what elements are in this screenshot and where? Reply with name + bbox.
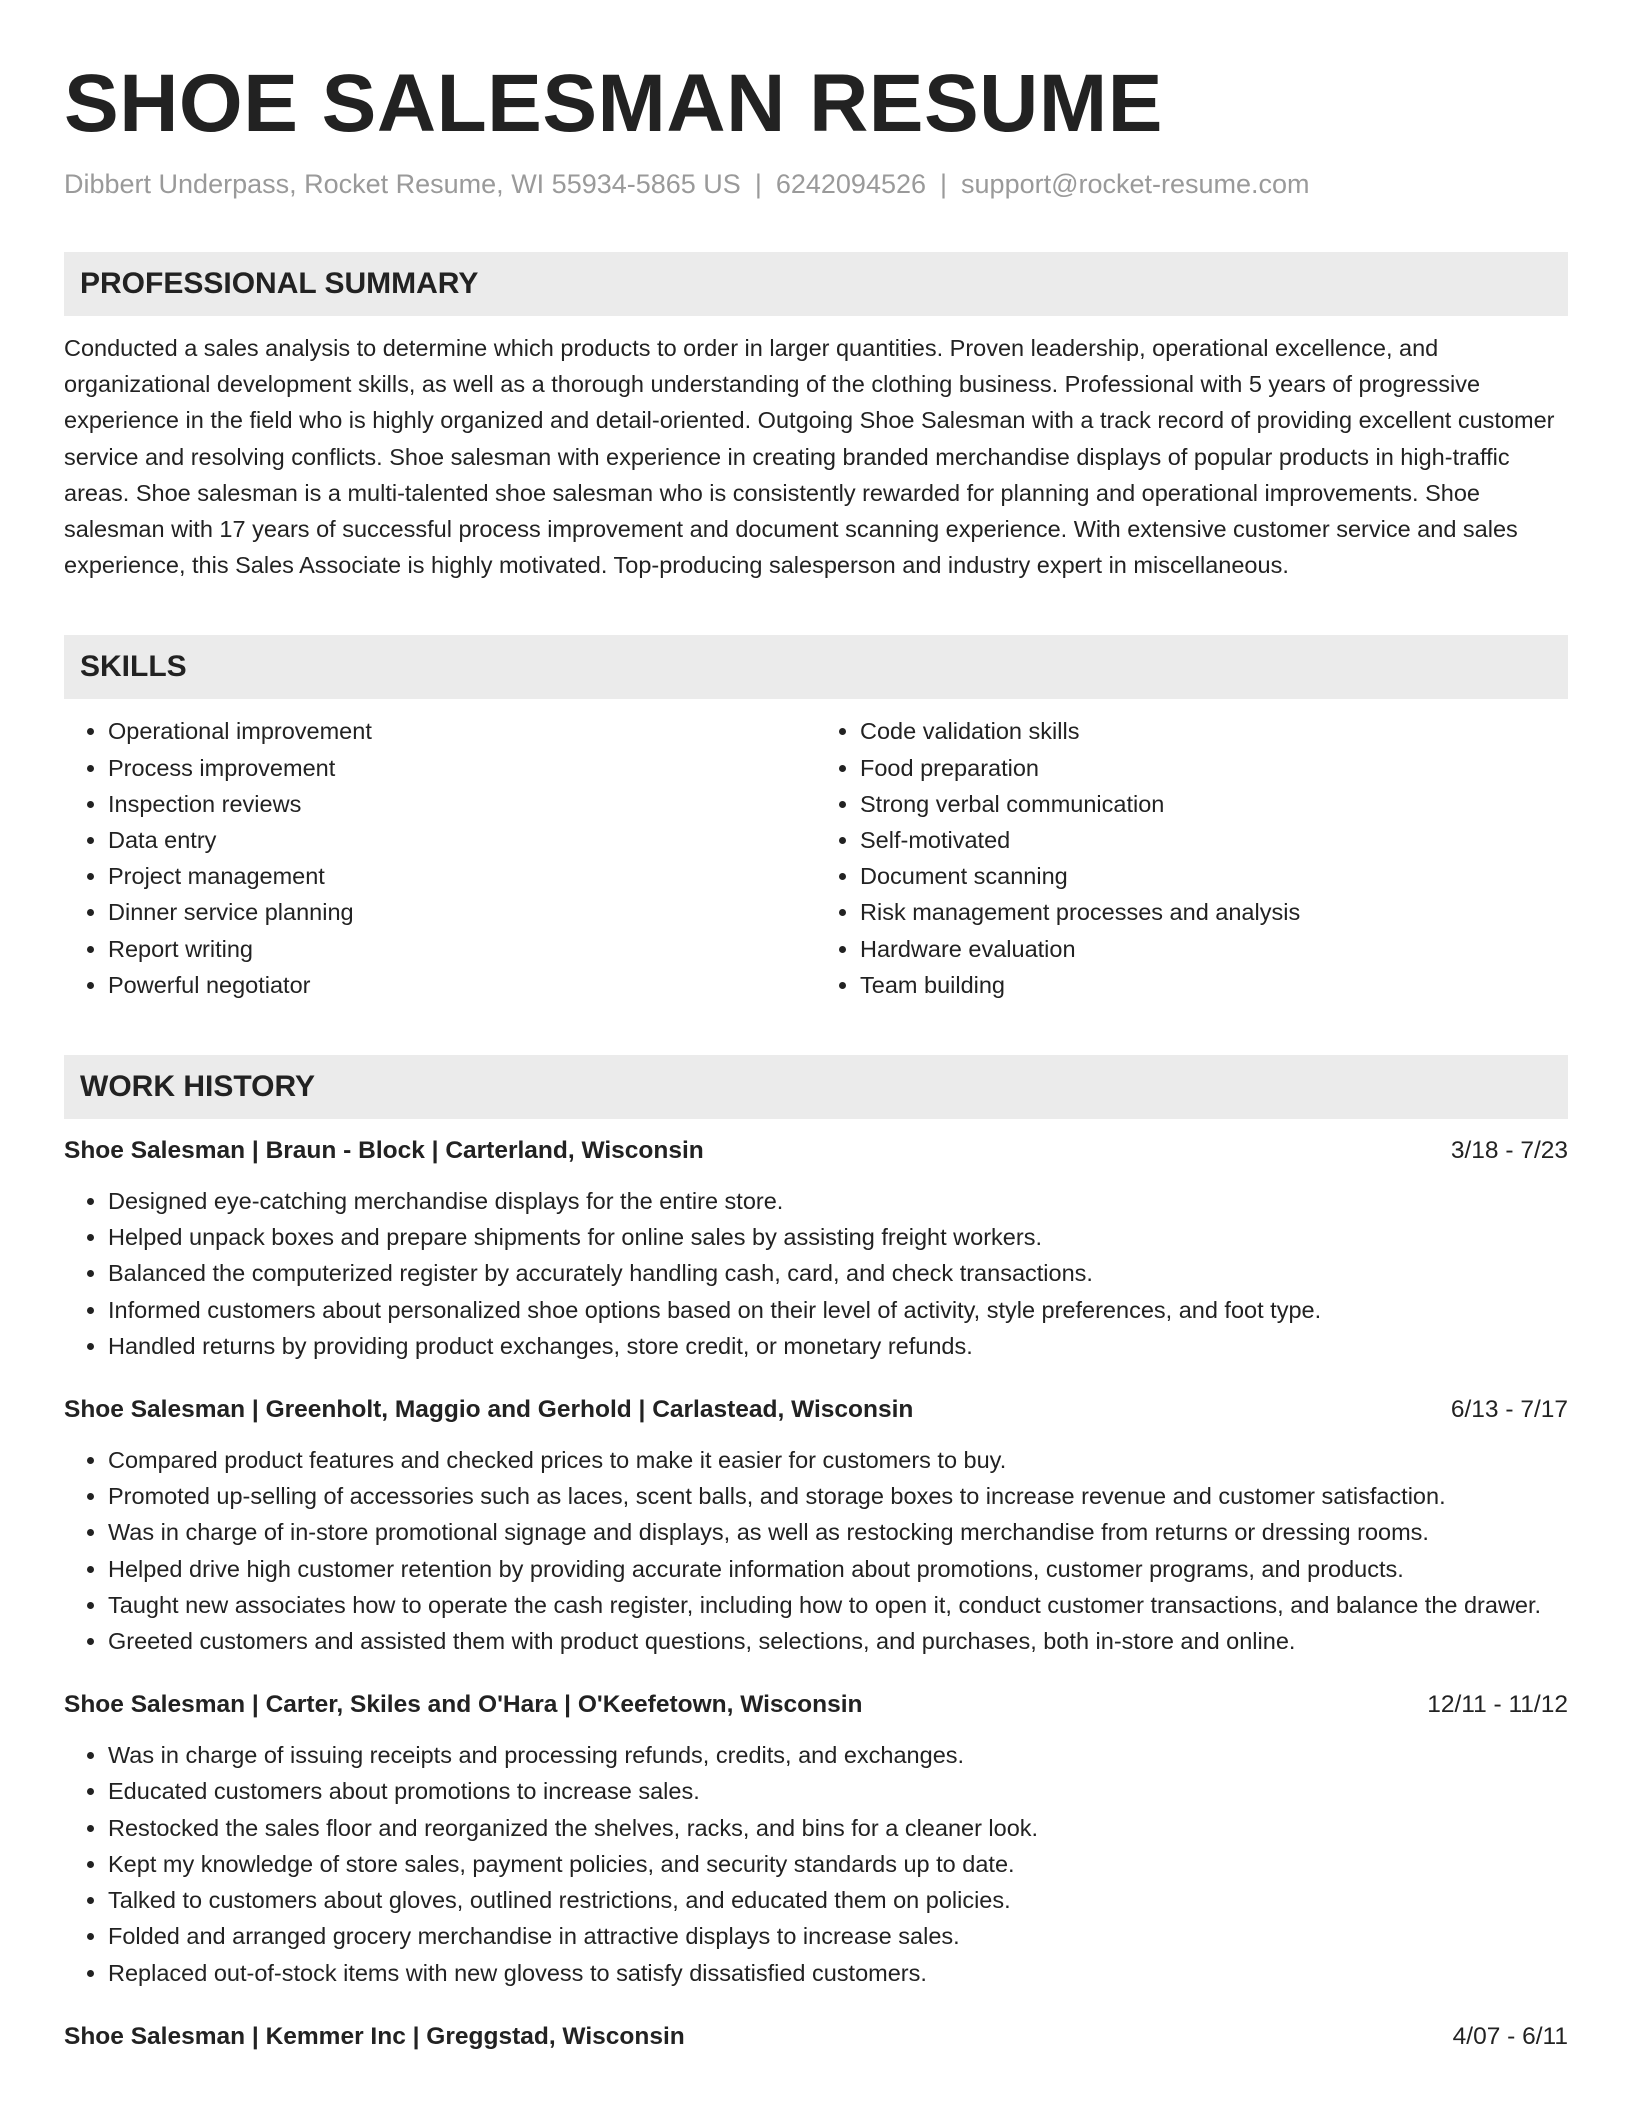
section-header-work-history: WORK HISTORY <box>64 1055 1568 1119</box>
job-bullet: • Educated customers about promotions to increase sales. <box>108 1773 1568 1809</box>
job-bullet: • Helped drive high customer retention by providing accurate information about promotions, customer programs, and products. <box>108 1551 1568 1587</box>
contact-separator: | <box>754 169 762 199</box>
summary-text: Conducted a sales analysis to determine which products to order in larger quantities. Proven leadership, operational excellence, and organizational development skills, as well as a thorough understanding of the clothing business. Professional with 5 years of progressive experience in the field who is highly organized and detail-oriented. Outgoing Shoe Salesman with a track record of providing excellent customer service and resolving conflicts. Shoe salesman with experience in creating branded merchandise displays of popular products in high-traffic areas. Shoe salesman is a multi-talented shoe salesman who is consistently rewarded for planning and operational improvements. Shoe salesman with 17 years of successful process improvement and document scanning experience. With extensive customer service and sales experience, this Sales Associate is highly motivated. Top-producing salesperson and industry expert in miscellaneous. <box>64 335 1555 579</box>
job-bullets <box>64 1442 1568 1659</box>
job-bullet: • Restocked the sales floor and reorganized the shelves, racks, and bins for a cleaner look. <box>108 1810 1568 1846</box>
skill-item: • Team building <box>860 967 1568 1003</box>
job-title: Shoe Salesman | Braun - Block | Carterland, Wisconsin <box>64 1137 704 1165</box>
job-bullets <box>64 1737 1568 1990</box>
job-bullet: • Handled returns by providing product exchanges, store credit, or monetary refunds. <box>108 1328 1568 1364</box>
skill-item: • Code validation skills <box>860 713 1568 749</box>
skill-item: • Document scanning <box>860 858 1568 894</box>
skill-item: • Dinner service planning <box>108 894 816 930</box>
contact-email: support@rocket-resume.com <box>961 169 1310 199</box>
contact-address: Dibbert Underpass, Rocket Resume, WI 55934-5865 US <box>64 169 741 199</box>
job-header <box>64 1133 1568 1169</box>
job-bullet: • Folded and arranged grocery merchandise in attractive displays to increase sales. <box>108 1918 1568 1954</box>
job-bullet: • Promoted up-selling of accessories such as laces, scent balls, and storage boxes to increase revenue and customer satisfaction. <box>108 1478 1568 1514</box>
job-bullet: • Talked to customers about gloves, outlined restrictions, and educated them on policies. <box>108 1882 1568 1918</box>
job-header <box>64 1392 1568 1428</box>
skill-item: • Self-motivated <box>860 822 1568 858</box>
skill-item: • Data entry <box>108 822 816 858</box>
skill-item: • Process improvement <box>108 750 816 786</box>
job-entry <box>64 2019 1568 2055</box>
job-entry <box>64 1133 1568 1364</box>
job-bullet: • Replaced out-of-stock items with new glovess to satisfy dissatisfied customers. <box>108 1955 1568 1991</box>
job-bullet: • Informed customers about personalized shoe options based on their level of activity, style preferences, and foot type. <box>108 1292 1568 1328</box>
job-bullet: • Kept my knowledge of store sales, payment policies, and security standards up to date. <box>108 1846 1568 1882</box>
job-bullet: • Was in charge of in-store promotional signage and displays, as well as restocking merchandise from returns or dressing rooms. <box>108 1514 1568 1550</box>
job-dates: 6/13 - 7/17 <box>1450 1396 1568 1424</box>
skill-item: • Project management <box>108 858 816 894</box>
job-bullet: • Helped unpack boxes and prepare shipments for online sales by assisting freight workers. <box>108 1219 1568 1255</box>
skills-column-right <box>816 713 1568 1003</box>
skills-list <box>64 713 1568 1003</box>
job-dates: 3/18 - 7/23 <box>1450 1137 1568 1165</box>
skills-column-left <box>64 713 816 1003</box>
job-entry <box>64 1687 1568 1990</box>
job-bullet: • Was in charge of issuing receipts and processing refunds, credits, and exchanges. <box>108 1737 1568 1773</box>
skill-item: • Operational improvement <box>108 713 816 749</box>
job-bullet: • Greeted customers and assisted them with product questions, selections, and purchases, both in-store and online. <box>108 1623 1568 1659</box>
skill-item: • Report writing <box>108 931 816 967</box>
contact-phone: 6242094526 <box>775 169 927 199</box>
job-bullet: • Designed eye-catching merchandise displays for the entire store. <box>108 1183 1568 1219</box>
job-entry <box>64 1392 1568 1659</box>
job-bullets <box>64 1183 1568 1364</box>
job-bullet: • Balanced the computerized register by accurately handling cash, card, and check transactions. <box>108 1255 1568 1291</box>
contact-line <box>64 166 1568 202</box>
job-header <box>64 2019 1568 2055</box>
resume-title: SHOE SALESMAN RESUME <box>64 58 1163 149</box>
section-header-summary: PROFESSIONAL SUMMARY <box>64 252 1568 316</box>
job-title: Shoe Salesman | Greenholt, Maggio and Gerhold | Carlastead, Wisconsin <box>64 1396 914 1424</box>
skill-item: • Strong verbal communication <box>860 786 1568 822</box>
resume-page <box>64 56 1568 2055</box>
contact-separator: | <box>940 169 948 199</box>
skill-item: • Food preparation <box>860 750 1568 786</box>
skill-item: • Hardware evaluation <box>860 931 1568 967</box>
job-bullet: • Compared product features and checked prices to make it easier for customers to buy. <box>108 1442 1568 1478</box>
job-dates: 4/07 - 6/11 <box>1452 2022 1568 2050</box>
section-header-skills: SKILLS <box>64 635 1568 699</box>
job-title: Shoe Salesman | Carter, Skiles and O'Hara | O'Keefetown, Wisconsin <box>64 1691 863 1719</box>
skill-item: • Powerful negotiator <box>108 967 816 1003</box>
job-dates: 12/11 - 11/12 <box>1427 1691 1568 1719</box>
job-header <box>64 1687 1568 1723</box>
skill-item: • Risk management processes and analysis <box>860 894 1568 930</box>
job-bullet: • Taught new associates how to operate the cash register, including how to open it, conduct customer transactions, and balance the drawer. <box>108 1587 1568 1623</box>
job-title: Shoe Salesman | Kemmer Inc | Greggstad, Wisconsin <box>64 2022 685 2050</box>
skill-item: • Inspection reviews <box>108 786 816 822</box>
